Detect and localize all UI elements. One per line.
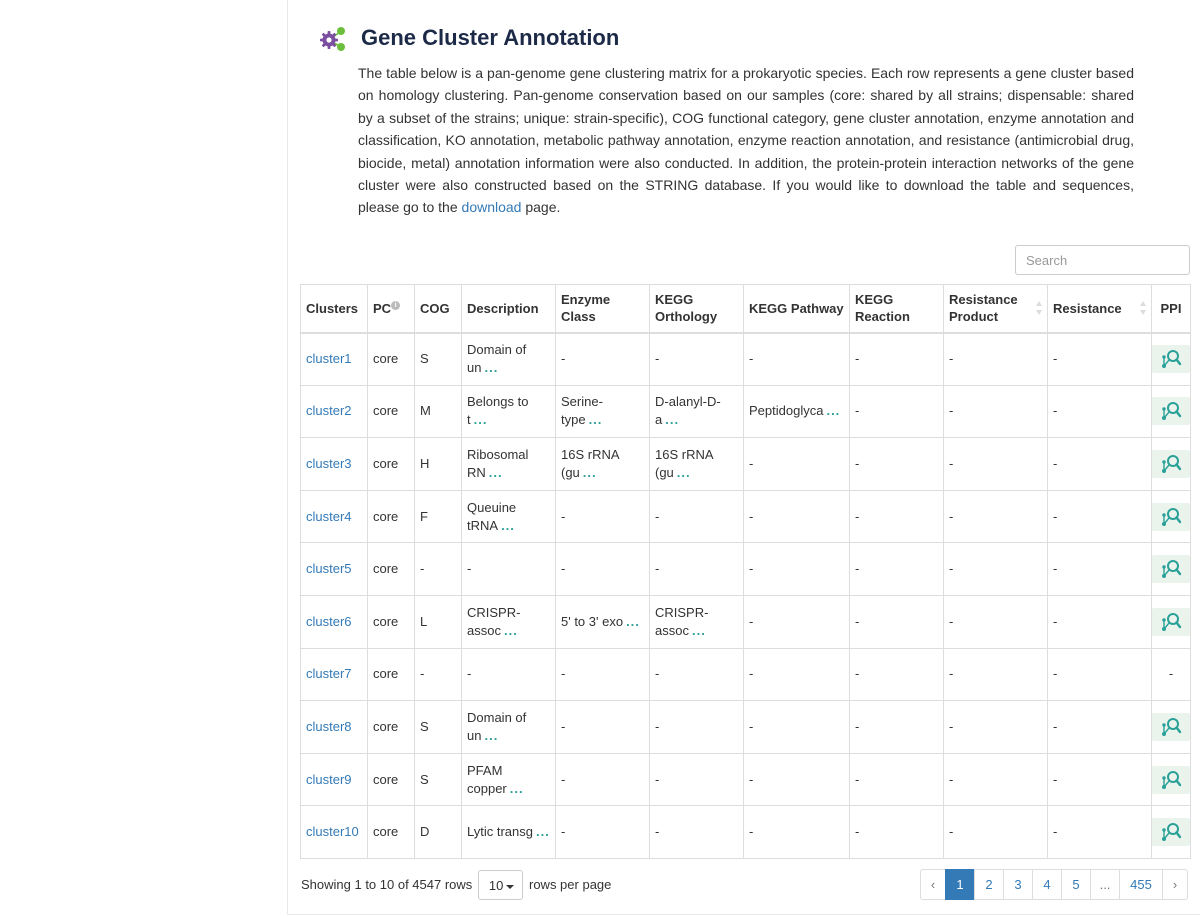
enzyme-class-cell bbox=[556, 490, 650, 543]
col-ppi[interactable]: PPI bbox=[1152, 285, 1191, 333]
caret-down-icon bbox=[506, 885, 514, 889]
pc-cell-text: core bbox=[373, 718, 399, 734]
enzyme-class-cell bbox=[556, 333, 650, 386]
next-page-button[interactable]: › bbox=[1162, 869, 1188, 900]
enzyme-class-cell-text: Serine-type bbox=[561, 394, 603, 428]
pc-cell bbox=[368, 648, 415, 701]
cog-cell bbox=[415, 753, 462, 806]
kegg-reaction-cell bbox=[850, 438, 944, 491]
description-cell bbox=[462, 701, 556, 754]
col-resistance[interactable]: Resistance bbox=[1048, 285, 1152, 333]
ppi-cell bbox=[1152, 701, 1191, 754]
network-search-icon bbox=[1160, 348, 1182, 370]
cluster-link[interactable]: cluster8 bbox=[306, 718, 352, 734]
ppi-network-button[interactable] bbox=[1152, 608, 1190, 636]
page-ellipsis: ... bbox=[1090, 869, 1120, 900]
description-cell bbox=[462, 806, 556, 859]
enzyme-class-cell bbox=[556, 543, 650, 596]
kegg-reaction-cell bbox=[850, 806, 944, 859]
network-search-icon bbox=[1160, 506, 1182, 528]
kegg-orthology-cell bbox=[650, 333, 744, 386]
pc-cell bbox=[368, 333, 415, 386]
cluster-link[interactable]: cluster6 bbox=[306, 613, 352, 629]
page-size-value: 10 bbox=[488, 878, 504, 893]
cog-cell-text: - bbox=[420, 666, 425, 682]
ppi-missing-text: - bbox=[1168, 666, 1174, 682]
expand-more-icon[interactable]: ... bbox=[826, 403, 841, 419]
kegg-reaction-cell bbox=[850, 385, 944, 438]
page-title: Gene Cluster Annotation bbox=[361, 25, 620, 50]
ppi-cell bbox=[1152, 595, 1191, 648]
resistance-cell bbox=[1048, 385, 1152, 438]
network-search-icon bbox=[1160, 769, 1182, 791]
pc-cell-text: core bbox=[373, 403, 399, 419]
kegg-orthology-cell-text: - bbox=[655, 561, 660, 577]
pc-cell-text: core bbox=[373, 508, 399, 524]
resistance-cell-text: - bbox=[1053, 666, 1058, 682]
ppi-network-button[interactable] bbox=[1152, 766, 1190, 794]
col-resistance-product[interactable]: Resistance Product bbox=[944, 285, 1048, 333]
network-search-icon bbox=[1160, 821, 1182, 843]
table-row bbox=[301, 543, 1191, 596]
table-row bbox=[301, 595, 1191, 648]
kegg-orthology-cell bbox=[650, 806, 744, 859]
expand-more-icon[interactable]: ... bbox=[488, 464, 503, 480]
col-cog[interactable]: COG bbox=[415, 285, 462, 333]
kegg-reaction-cell bbox=[850, 333, 944, 386]
cog-cell-text: H bbox=[420, 455, 430, 471]
expand-more-icon[interactable]: ... bbox=[473, 412, 488, 428]
enzyme-class-cell-text: - bbox=[561, 351, 566, 367]
kegg-pathway-cell bbox=[744, 701, 850, 754]
kegg-pathway-cell bbox=[744, 806, 850, 859]
cog-cell bbox=[415, 333, 462, 386]
expand-more-icon[interactable]: ... bbox=[509, 780, 524, 796]
cluster-link[interactable]: cluster3 bbox=[306, 455, 352, 471]
table-row bbox=[301, 806, 1191, 859]
kegg-reaction-cell-text: - bbox=[855, 351, 860, 367]
resistance-cell bbox=[1048, 595, 1152, 648]
description-cell bbox=[462, 753, 556, 806]
kegg-pathway-cell bbox=[744, 595, 850, 648]
cog-cell bbox=[415, 490, 462, 543]
resistance-product-cell bbox=[944, 438, 1048, 491]
resistance-product-cell-text: - bbox=[949, 718, 954, 734]
table-row bbox=[301, 385, 1191, 438]
page-button-455[interactable]: 455 bbox=[1119, 869, 1163, 900]
resistance-cell-text: - bbox=[1053, 718, 1058, 734]
ppi-cell bbox=[1152, 438, 1191, 491]
table-row bbox=[301, 648, 1191, 701]
cluster-cell bbox=[301, 543, 368, 596]
kegg-reaction-cell bbox=[850, 701, 944, 754]
col-description[interactable]: Description bbox=[462, 285, 556, 333]
kegg-reaction-cell-text: - bbox=[855, 666, 860, 682]
kegg-orthology-cell bbox=[650, 753, 744, 806]
enzyme-class-cell-text: - bbox=[561, 771, 566, 787]
search-input[interactable] bbox=[1015, 245, 1190, 275]
resistance-product-cell-text: - bbox=[949, 455, 954, 471]
cog-cell-text: D bbox=[420, 824, 430, 840]
pc-cell-text: core bbox=[373, 561, 399, 577]
cog-cell bbox=[415, 648, 462, 701]
kegg-pathway-cell bbox=[744, 543, 850, 596]
kegg-pathway-cell-text: - bbox=[749, 666, 754, 682]
page-size-dropdown[interactable] bbox=[478, 870, 523, 900]
resistance-product-cell-text: - bbox=[949, 666, 954, 682]
kegg-orthology-cell-text: - bbox=[655, 771, 660, 787]
expand-more-icon[interactable]: ... bbox=[536, 824, 550, 840]
pc-cell bbox=[368, 806, 415, 859]
ppi-cell bbox=[1152, 543, 1191, 596]
pc-cell-text: core bbox=[373, 351, 399, 367]
table-row bbox=[301, 490, 1191, 543]
kegg-orthology-cell-text: - bbox=[655, 824, 660, 840]
ppi-network-button[interactable] bbox=[1152, 503, 1190, 531]
ppi-network-button[interactable] bbox=[1152, 345, 1190, 373]
resistance-product-cell-text: - bbox=[949, 613, 954, 629]
cluster-cell bbox=[301, 333, 368, 386]
kegg-reaction-cell bbox=[850, 543, 944, 596]
description-cell-text: Domain of un bbox=[467, 342, 527, 376]
kegg-pathway-cell bbox=[744, 490, 850, 543]
kegg-pathway-cell-text: - bbox=[749, 718, 754, 734]
info-icon[interactable]: i bbox=[391, 301, 400, 310]
sort-icon[interactable] bbox=[1140, 301, 1147, 315]
intro-suffix: page. bbox=[521, 199, 561, 216]
table-row bbox=[301, 701, 1191, 754]
resistance-cell bbox=[1048, 543, 1152, 596]
kegg-orthology-cell bbox=[650, 595, 744, 648]
resistance-cell bbox=[1048, 648, 1152, 701]
enzyme-class-cell bbox=[556, 701, 650, 754]
resistance-product-cell bbox=[944, 806, 1048, 859]
content-left-border bbox=[287, 0, 288, 915]
kegg-orthology-cell bbox=[650, 701, 744, 754]
cog-cell-text: F bbox=[420, 508, 428, 524]
description-cell-text: Domain of un bbox=[467, 709, 527, 743]
cluster-cell bbox=[301, 490, 368, 543]
col-kegg-orthology[interactable]: KEGG Orthology bbox=[650, 285, 744, 333]
cog-cell-text: L bbox=[420, 613, 428, 629]
description-cell-text: Lytic transg bbox=[467, 824, 533, 840]
resistance-cell bbox=[1048, 333, 1152, 386]
kegg-reaction-cell bbox=[850, 490, 944, 543]
resistance-product-cell bbox=[944, 595, 1048, 648]
enzyme-class-cell bbox=[556, 385, 650, 438]
enzyme-class-cell-text: - bbox=[561, 666, 566, 682]
kegg-orthology-cell-text: - bbox=[655, 508, 660, 524]
kegg-orthology-cell bbox=[650, 648, 744, 701]
resistance-product-cell bbox=[944, 753, 1048, 806]
expand-more-icon[interactable]: ... bbox=[484, 360, 499, 376]
kegg-pathway-cell-text: - bbox=[749, 351, 754, 367]
download-link[interactable]: download bbox=[461, 199, 522, 216]
resistance-product-cell-text: - bbox=[949, 824, 954, 840]
enzyme-class-cell bbox=[556, 753, 650, 806]
col-enzyme-class[interactable]: Enzyme Class bbox=[556, 285, 650, 333]
pc-cell-text: core bbox=[373, 771, 399, 787]
cog-cell-text: S bbox=[420, 351, 429, 367]
network-search-icon bbox=[1160, 558, 1182, 580]
ppi-cell bbox=[1152, 806, 1191, 859]
table-row bbox=[301, 438, 1191, 491]
gene-cluster-table-wrapper bbox=[300, 284, 1190, 859]
ppi-network-button[interactable] bbox=[1152, 397, 1190, 425]
resistance-product-cell bbox=[944, 385, 1048, 438]
table-header-row bbox=[301, 285, 1191, 333]
intro-paragraph bbox=[358, 62, 1134, 219]
intro-text: The table below is a pan-genome gene clustering matrix for a prokaryotic species. Each row represents a gene cluster based on homology clustering. Pan-genome conservation based on our samples (core: shared by all strains; dispensable: shared by a subset of the strains; unique: strain-specific), COG functional category, gene cluster annotation, enzyme annotation and classification, KO annotation, metabolic pathway annotation, enzyme reaction annotation, and resistance (antimicrobial drug, biocide, metal) annotation information were also conducted. In addition, the protein-protein interaction networks of the gene cluster were also constructed based on the STRING database. If you would like to download the table and sequences, please go to the bbox=[358, 65, 1134, 216]
ppi-cell bbox=[1152, 333, 1191, 386]
gene-cluster-table bbox=[300, 284, 1191, 859]
resistance-cell bbox=[1048, 806, 1152, 859]
kegg-reaction-cell-text: - bbox=[855, 508, 860, 524]
kegg-reaction-cell-text: - bbox=[855, 771, 860, 787]
kegg-orthology-cell-text: - bbox=[655, 718, 660, 734]
description-cell bbox=[462, 385, 556, 438]
description-cell-text: Queuine tRNA bbox=[467, 499, 517, 533]
kegg-reaction-cell-text: - bbox=[855, 824, 860, 840]
cluster-cell bbox=[301, 595, 368, 648]
kegg-orthology-cell-text: - bbox=[655, 666, 660, 682]
kegg-pathway-cell-text: - bbox=[749, 771, 754, 787]
description-cell-text: - bbox=[467, 666, 472, 682]
resistance-cell-text: - bbox=[1053, 351, 1058, 367]
pc-cell bbox=[368, 701, 415, 754]
page-button-5[interactable]: 5 bbox=[1061, 869, 1091, 900]
kegg-pathway-cell-text: - bbox=[749, 561, 754, 577]
cluster-link[interactable]: cluster9 bbox=[306, 771, 352, 787]
enzyme-class-cell-text: - bbox=[561, 508, 566, 524]
resistance-product-cell-text: - bbox=[949, 561, 954, 577]
cog-cell-text: M bbox=[420, 403, 431, 419]
resistance-product-cell-text: - bbox=[949, 351, 954, 367]
kegg-reaction-cell bbox=[850, 753, 944, 806]
ppi-cell bbox=[1152, 648, 1191, 701]
resistance-product-cell-text: - bbox=[949, 508, 954, 524]
kegg-pathway-cell-text: - bbox=[749, 508, 754, 524]
cluster-cell bbox=[301, 438, 368, 491]
kegg-orthology-cell-text: D-alanyl-D-a bbox=[655, 394, 721, 428]
kegg-orthology-cell-text: 16S rRNA (gu bbox=[655, 446, 713, 480]
cog-cell-text: S bbox=[420, 718, 429, 734]
enzyme-class-cell bbox=[556, 648, 650, 701]
resistance-cell-text: - bbox=[1053, 455, 1058, 471]
ppi-cell bbox=[1152, 753, 1191, 806]
network-search-icon bbox=[1160, 716, 1182, 738]
pagination bbox=[920, 869, 1188, 900]
enzyme-class-cell bbox=[556, 595, 650, 648]
enzyme-class-cell-text: - bbox=[561, 718, 566, 734]
pc-cell bbox=[368, 543, 415, 596]
showing-text: Showing 1 to 10 of 4547 rows bbox=[301, 877, 473, 892]
kegg-pathway-cell-text: - bbox=[749, 824, 754, 840]
cog-cell bbox=[415, 438, 462, 491]
ppi-network-button[interactable] bbox=[1152, 450, 1190, 478]
page-button-1[interactable]: 1 bbox=[945, 869, 975, 900]
cluster-link[interactable]: cluster1 bbox=[306, 351, 352, 367]
description-cell bbox=[462, 648, 556, 701]
network-search-icon bbox=[1160, 453, 1182, 475]
resistance-product-cell bbox=[944, 701, 1048, 754]
prev-page-button[interactable]: ‹ bbox=[920, 869, 946, 900]
ppi-network-button[interactable] bbox=[1152, 713, 1190, 741]
description-cell-text: CRISPR-assoc bbox=[467, 604, 521, 638]
cog-cell bbox=[415, 385, 462, 438]
cluster-link[interactable]: cluster2 bbox=[306, 403, 352, 419]
enzyme-class-cell bbox=[556, 806, 650, 859]
col-pc[interactable]: PC i bbox=[368, 285, 415, 333]
cluster-cell bbox=[301, 806, 368, 859]
resistance-cell-text: - bbox=[1053, 561, 1058, 577]
ppi-cell bbox=[1152, 385, 1191, 438]
pc-cell-text: core bbox=[373, 613, 399, 629]
pc-cell bbox=[368, 595, 415, 648]
kegg-reaction-cell-text: - bbox=[855, 455, 860, 471]
resistance-product-cell-text: - bbox=[949, 771, 954, 787]
cluster-cell bbox=[301, 753, 368, 806]
kegg-reaction-cell-text: - bbox=[855, 403, 860, 419]
pc-cell-text: core bbox=[373, 824, 399, 840]
description-cell bbox=[462, 543, 556, 596]
expand-more-icon[interactable]: ... bbox=[582, 464, 597, 480]
kegg-pathway-cell bbox=[744, 753, 850, 806]
kegg-orthology-cell bbox=[650, 543, 744, 596]
sort-icon[interactable] bbox=[1036, 301, 1043, 315]
enzyme-class-cell-text: 16S rRNA (gu bbox=[561, 446, 619, 480]
gear-molecule-icon bbox=[318, 25, 348, 53]
resistance-cell-text: - bbox=[1053, 771, 1058, 787]
resistance-product-cell bbox=[944, 648, 1048, 701]
rows-per-page-label: rows per page bbox=[529, 877, 612, 892]
cluster-link[interactable]: cluster5 bbox=[306, 561, 352, 577]
pc-cell bbox=[368, 438, 415, 491]
resistance-cell bbox=[1048, 438, 1152, 491]
kegg-orthology-cell bbox=[650, 385, 744, 438]
enzyme-class-cell bbox=[556, 438, 650, 491]
expand-more-icon[interactable]: ... bbox=[691, 622, 706, 638]
expand-more-icon[interactable]: ... bbox=[501, 517, 515, 533]
cog-cell bbox=[415, 595, 462, 648]
cluster-link[interactable]: cluster10 bbox=[306, 824, 359, 840]
pc-cell bbox=[368, 490, 415, 543]
ppi-network-button[interactable] bbox=[1152, 555, 1190, 583]
kegg-orthology-cell bbox=[650, 438, 744, 491]
kegg-pathway-cell-text: - bbox=[749, 613, 754, 629]
resistance-cell-text: - bbox=[1053, 613, 1058, 629]
description-cell bbox=[462, 595, 556, 648]
page-button-3[interactable]: 3 bbox=[1003, 869, 1033, 900]
kegg-pathway-cell bbox=[744, 385, 850, 438]
pagination-info bbox=[301, 870, 611, 900]
pc-cell bbox=[368, 385, 415, 438]
pc-cell bbox=[368, 753, 415, 806]
enzyme-class-cell-text: 5' to 3' exo bbox=[561, 613, 624, 629]
kegg-reaction-cell bbox=[850, 648, 944, 701]
col-kegg-pathway[interactable]: KEGG Pathway bbox=[744, 285, 850, 333]
resistance-cell bbox=[1048, 490, 1152, 543]
description-cell bbox=[462, 438, 556, 491]
cog-cell bbox=[415, 701, 462, 754]
enzyme-class-cell-text: - bbox=[561, 824, 566, 840]
pc-cell-text: core bbox=[373, 666, 399, 682]
kegg-pathway-cell bbox=[744, 333, 850, 386]
resistance-product-cell-text: - bbox=[949, 403, 954, 419]
enzyme-class-cell-text: - bbox=[561, 561, 566, 577]
kegg-reaction-cell-text: - bbox=[855, 613, 860, 629]
cluster-cell bbox=[301, 648, 368, 701]
resistance-product-cell bbox=[944, 543, 1048, 596]
table-row bbox=[301, 333, 1191, 386]
cluster-link[interactable]: cluster7 bbox=[306, 666, 352, 682]
network-search-icon bbox=[1160, 611, 1182, 633]
table-body bbox=[301, 333, 1191, 859]
col-clusters[interactable]: Clusters bbox=[301, 285, 368, 333]
description-cell-text: Ribosomal RN bbox=[467, 446, 529, 480]
kegg-pathway-cell bbox=[744, 648, 850, 701]
ppi-network-button[interactable] bbox=[1152, 818, 1190, 846]
kegg-pathway-cell-text: Peptidoglyca bbox=[749, 403, 824, 419]
cog-cell-text: S bbox=[420, 771, 429, 787]
cluster-link[interactable]: cluster4 bbox=[306, 508, 352, 524]
expand-more-icon[interactable]: ... bbox=[503, 622, 518, 638]
resistance-cell-text: - bbox=[1053, 508, 1058, 524]
description-cell-text: Belongs to t bbox=[467, 394, 529, 428]
resistance-cell-text: - bbox=[1053, 403, 1058, 419]
kegg-pathway-cell bbox=[744, 438, 850, 491]
pc-cell-text: core bbox=[373, 455, 399, 471]
resistance-cell bbox=[1048, 701, 1152, 754]
content-bottom-border bbox=[287, 914, 1200, 915]
kegg-orthology-cell-text: CRISPR-assoc bbox=[655, 604, 709, 638]
resistance-cell bbox=[1048, 753, 1152, 806]
ppi-cell bbox=[1152, 490, 1191, 543]
cog-cell bbox=[415, 806, 462, 859]
cluster-cell bbox=[301, 701, 368, 754]
network-search-icon bbox=[1160, 400, 1182, 422]
expand-more-icon[interactable]: ... bbox=[626, 613, 640, 629]
kegg-pathway-cell-text: - bbox=[749, 455, 754, 471]
cog-cell-text: - bbox=[420, 561, 425, 577]
resistance-cell-text: - bbox=[1053, 824, 1058, 840]
resistance-product-cell bbox=[944, 490, 1048, 543]
description-cell-text: - bbox=[467, 561, 472, 577]
kegg-orthology-cell-text: - bbox=[655, 351, 660, 367]
page-button-2[interactable]: 2 bbox=[974, 869, 1004, 900]
description-cell-text: PFAM copper bbox=[467, 762, 507, 796]
col-kegg-reaction[interactable]: KEGG Reaction bbox=[850, 285, 944, 333]
kegg-reaction-cell-text: - bbox=[855, 718, 860, 734]
expand-more-icon[interactable]: ... bbox=[588, 412, 603, 428]
page-button-4[interactable]: 4 bbox=[1032, 869, 1062, 900]
expand-more-icon[interactable]: ... bbox=[665, 412, 680, 428]
description-cell bbox=[462, 490, 556, 543]
description-cell bbox=[462, 333, 556, 386]
table-row bbox=[301, 753, 1191, 806]
kegg-reaction-cell-text: - bbox=[855, 561, 860, 577]
expand-more-icon[interactable]: ... bbox=[484, 727, 499, 743]
kegg-reaction-cell bbox=[850, 595, 944, 648]
resistance-product-cell bbox=[944, 333, 1048, 386]
expand-more-icon[interactable]: ... bbox=[676, 464, 691, 480]
kegg-orthology-cell bbox=[650, 490, 744, 543]
cog-cell bbox=[415, 543, 462, 596]
cluster-cell bbox=[301, 385, 368, 438]
